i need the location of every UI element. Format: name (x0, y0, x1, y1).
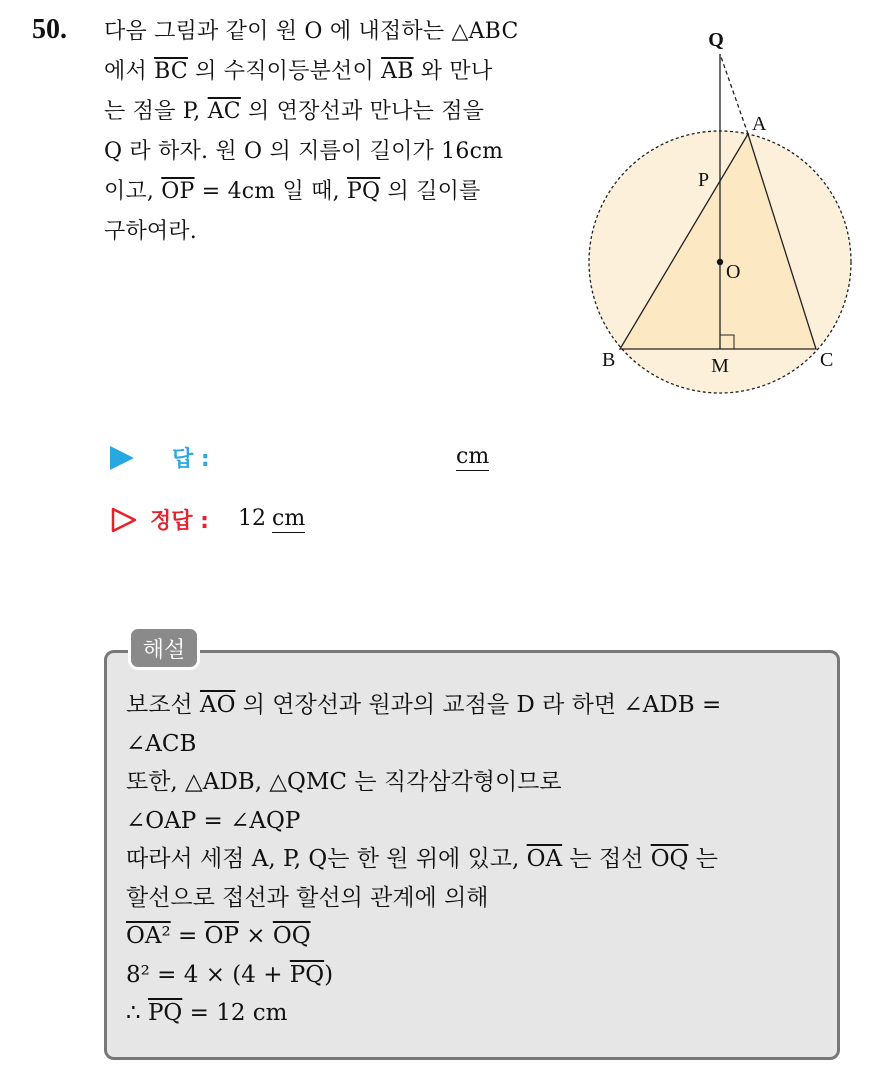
solution-line: ∠ACB (126, 730, 197, 757)
problem-line: 에서 $\overline{BC}$ 의 수직이등분선이 $\overline{AB}$ 와 만나 (104, 59, 493, 84)
label-o: O (726, 261, 741, 283)
solution-line: 또한, △ADB, △QMC 는 직각삼각형이므로 (126, 769, 562, 795)
label-m: M (711, 355, 729, 377)
label-a: A (752, 113, 767, 135)
correct-answer-value: 12 (238, 506, 266, 531)
correct-answer-row (110, 502, 530, 542)
label-q: Q (708, 29, 724, 51)
problem-line: 는 점을 P, $\overline{AC}$ 의 연장선과 만나는 점을 (104, 99, 485, 124)
problem-number: 50. (32, 14, 67, 45)
answer-label: 답 : (172, 447, 210, 472)
solution-line: 보조선 $\overline{AO}$ 의 연장선과 원과의 교점을 D 라 하면 ∠ADB = (126, 692, 722, 718)
label-p: P (698, 169, 710, 191)
play-triangle-icon (110, 446, 134, 470)
correct-answer-label: 정답 : (150, 509, 209, 534)
solution-line: ∠OAP = ∠AQP (126, 807, 301, 834)
center-point (717, 259, 723, 265)
solution-tag: 해설 (128, 626, 200, 670)
solution-line: $OA^2 = \overline{OP} \times \overline{OQ}$ (126, 923, 311, 949)
solution-line: 따라서 세점 A, P, Q는 한 원 위에 있고, $\overline{OA}$ 는 접선 $\overline{OQ}$ 는 (126, 846, 718, 872)
play-outline-icon (110, 506, 138, 534)
problem-line: Q 라 하자. 원 O 의 지름이 길이가 16cm (104, 139, 504, 164)
problem-line: 구하여라. (104, 219, 198, 244)
geometry-figure (578, 18, 864, 408)
answer-unit: cm (456, 444, 490, 469)
problem-line: 이고, $\overline{OP} = 4cm$ 일 때, $\overline{PQ}$ 의 길이를 (104, 179, 481, 204)
solution-text (126, 686, 826, 1033)
label-c: C (820, 349, 834, 371)
solution-line: $8^2 = 4 \times (4 + \overline{PQ})$ (126, 961, 334, 988)
solution-line: 할선으로 접선과 할선의 관계에 의해 (126, 884, 489, 911)
answer-row (110, 440, 530, 480)
line-ac-extension (720, 54, 748, 134)
correct-answer-unit: cm (272, 506, 306, 531)
solution-line: ∴ $\overline{PQ} = 12$ cm (126, 1000, 288, 1026)
problem-text (104, 12, 564, 252)
label-b: B (602, 349, 616, 371)
problem-line: 다음 그림과 같이 원 O 에 내접하는 △ABC (104, 19, 519, 44)
